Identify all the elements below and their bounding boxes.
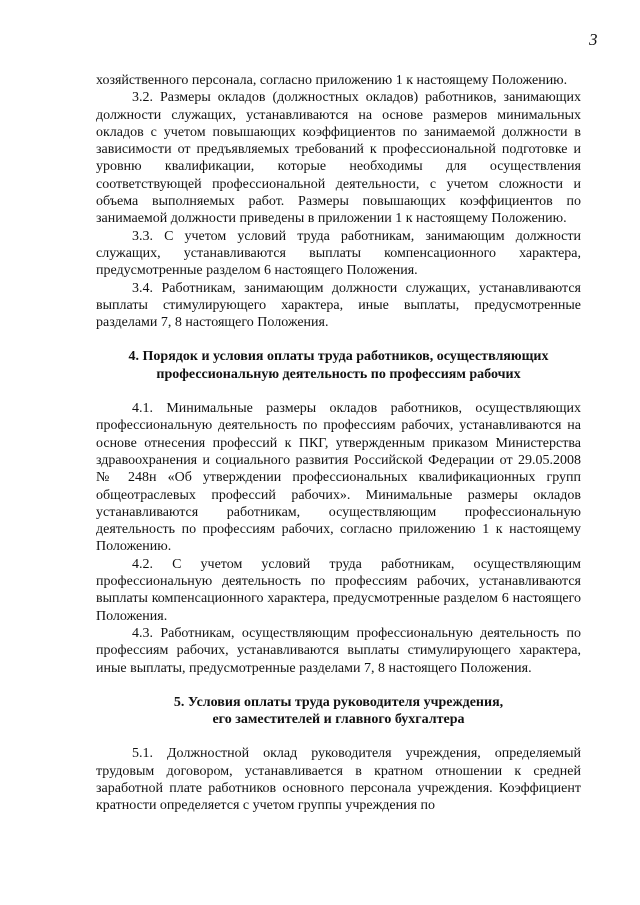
spacer xyxy=(96,728,581,745)
spacer xyxy=(96,383,581,400)
paragraph-4-3: 4.3. Работникам, осуществляющим профессиональную деятельность по профессиям рабочих, устанавливаются выплаты стимулирующего характера, иные выплаты, предусмотренные разделами 7, 8 настоящего Положения. xyxy=(96,625,581,676)
paragraph-3-2: 3.2. Размеры окладов (должностных окладов) работников, занимающих должности служащих, устанавливаются на основе размеров минимальных окладов с учетом повышающих коэффициентов по занимаемой должности в зависимости от предъявляемых требований к профессиональной подготовке и уровню квалификации, которые необходимы для осуществления соответствующей профессиональной деятельности, с учетом сложности и объема выполняемых работ. Размеры повышающих коэффициентов по занимаемой должности приведены в приложении 1 к настоящему Положению. xyxy=(96,90,581,227)
section-4-heading-line-2: профессиональную деятельность по профессиям рабочих xyxy=(156,366,521,382)
spacer xyxy=(96,677,581,694)
section-5-heading-line-1: 5. Условия оплаты труда руководителя учреждения, xyxy=(173,694,504,710)
paragraph-3-4: 3.4. Работникам, занимающим должности служащих, устанавливаются выплаты стимулирующего характера, иные выплаты, предусмотренные разделами 7, 8 настоящего Положения. xyxy=(96,280,581,331)
paragraph-3-3: 3.3. С учетом условий труда работникам, занимающим должности служащих, устанавливаются выплаты компенсационного характера, предусмотренные разделом 6 настоящего Положения. xyxy=(96,228,581,279)
section-4-heading-line-1: 4. Порядок и условия оплаты труда работников, осуществляющих xyxy=(128,349,549,365)
paragraph-5-1: 5.1. Должностной оклад руководителя учреждения, определяемый трудовым договором, устанавливается в кратном отношении к средней заработной плате работников основного персонала учреждения. Коэффициент кратности определяется с учетом группы учреждения по xyxy=(96,746,581,814)
paragraph-continuation: хозяйственного персонала, согласно приложению 1 к настоящему Положению. xyxy=(96,73,568,88)
paragraph-4-2: 4.2. С учетом условий труда работникам, осуществляющим профессиональную деятельность по профессиям рабочих, устанавливаются выплаты компенсационного характера, предусмотренные разделом 6 настоящего Положения. xyxy=(96,556,581,624)
page-number: 3 xyxy=(589,30,598,49)
spacer xyxy=(96,331,581,348)
section-5-heading-line-2: его заместителей и главного бухгалтера xyxy=(212,712,465,728)
section-4-heading xyxy=(96,348,581,383)
paragraph-4-1: 4.1. Минимальные размеры окладов работников, осуществляющих профессиональную деятельность по профессиям рабочих, устанавливаются на основе отнесения профессий к ПКГ, утвержденным приказом Министерства здравоохранения и социального развития Российской Федерации от 29.05.2008 № 248н «Об утверждении профессиональных квалификационных групп общеотраслевых профессий рабочих». Минимальные размеры окладов устанавливаются работникам, осуществляющим профессиональную деятельность по профессиям рабочих, согласно приложению 1 к настоящему Положению. xyxy=(96,401,581,555)
document-body xyxy=(96,72,581,815)
section-5-heading xyxy=(96,694,581,729)
